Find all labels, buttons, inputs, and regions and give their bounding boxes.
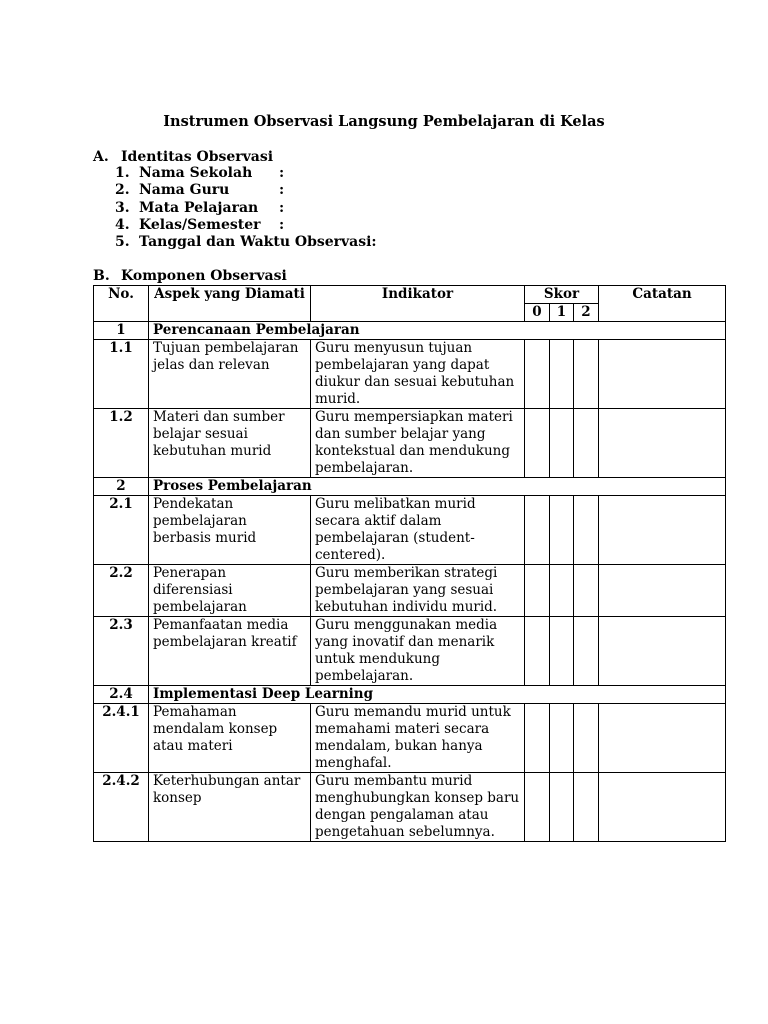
section-b-title: Komponen Observasi bbox=[121, 268, 287, 284]
table-row bbox=[94, 340, 726, 409]
row-number: 2 bbox=[94, 478, 149, 496]
identity-number: 4. bbox=[115, 216, 130, 233]
score-1-cell[interactable] bbox=[550, 565, 574, 617]
indikator-cell: Guru menyusun tujuan pembelajaran yang dapat diukur dan sesuai kebutuhan murid. bbox=[311, 340, 525, 409]
score-0-cell[interactable] bbox=[525, 409, 550, 478]
score-2-cell[interactable] bbox=[574, 617, 599, 686]
indikator-cell: Guru melibatkan murid secara aktif dalam pembelajaran (student-centered). bbox=[311, 496, 525, 565]
row-number: 2.4.1 bbox=[94, 704, 149, 773]
score-0-cell[interactable] bbox=[525, 617, 550, 686]
section-b-letter: B. bbox=[93, 268, 110, 284]
score-0-cell[interactable] bbox=[525, 704, 550, 773]
identity-colon: : bbox=[279, 182, 285, 199]
row-number: 2.3 bbox=[94, 617, 149, 686]
identity-label: Nama Sekolah bbox=[139, 165, 253, 181]
score-0-cell[interactable] bbox=[525, 773, 550, 842]
table-row bbox=[94, 409, 726, 478]
identity-label: Tanggal dan Waktu Observasi: bbox=[139, 234, 377, 251]
row-number: 2.4.2 bbox=[94, 773, 149, 842]
header-indikator: Indikator bbox=[311, 286, 525, 322]
score-2-cell[interactable] bbox=[574, 704, 599, 773]
score-2-cell[interactable] bbox=[574, 340, 599, 409]
identity-number: 2. bbox=[115, 182, 130, 199]
catatan-cell[interactable] bbox=[599, 565, 726, 617]
table-row bbox=[94, 565, 726, 617]
score-1-cell[interactable] bbox=[550, 617, 574, 686]
table-row bbox=[94, 496, 726, 565]
header-aspek: Aspek yang Diamati bbox=[149, 286, 311, 322]
section-b-heading bbox=[93, 267, 287, 285]
section-label: Proses Pembelajaran bbox=[149, 478, 726, 496]
catatan-cell[interactable] bbox=[599, 617, 726, 686]
section-label: Implementasi Deep Learning bbox=[149, 686, 726, 704]
identity-label: Nama Guru bbox=[139, 182, 230, 199]
identity-list bbox=[115, 165, 377, 251]
row-number: 1.1 bbox=[94, 340, 149, 409]
header-no: No. bbox=[94, 286, 149, 322]
identity-colon: : bbox=[279, 216, 285, 233]
section-a-title: Identitas Observasi bbox=[121, 149, 274, 165]
score-2-cell[interactable] bbox=[574, 409, 599, 478]
header-catatan: Catatan bbox=[599, 286, 726, 322]
header-skor: Skor bbox=[525, 286, 599, 304]
catatan-cell[interactable] bbox=[599, 773, 726, 842]
identity-number: 1. bbox=[115, 165, 130, 181]
identity-label: Kelas/Semester bbox=[139, 216, 261, 233]
section-label: Perencanaan Pembelajaran bbox=[149, 322, 726, 340]
row-number: 2.4 bbox=[94, 686, 149, 704]
section-row bbox=[94, 478, 726, 496]
indikator-cell: Guru mempersiapkan materi dan sumber belajar yang kontekstual dan mendukung pembelajaran. bbox=[311, 409, 525, 478]
row-number: 1.2 bbox=[94, 409, 149, 478]
identity-item bbox=[115, 217, 377, 234]
score-1-cell[interactable] bbox=[550, 409, 574, 478]
section-row bbox=[94, 686, 726, 704]
header-skor-2: 2 bbox=[574, 304, 599, 322]
header-skor-0: 0 bbox=[525, 304, 550, 322]
section-a-letter: A. bbox=[93, 149, 109, 165]
page-title: Instrumen Observasi Langsung Pembelajaran di Kelas bbox=[163, 113, 605, 130]
score-1-cell[interactable] bbox=[550, 496, 574, 565]
observation-table bbox=[93, 285, 726, 842]
score-1-cell[interactable] bbox=[550, 773, 574, 842]
indikator-cell: Guru membantu murid menghubungkan konsep baru dengan pengalaman atau pengetahuan sebelumnya. bbox=[311, 773, 525, 842]
aspek-cell: Penerapan diferensiasi pembelajaran bbox=[149, 565, 311, 617]
table-row bbox=[94, 617, 726, 686]
identity-label: Mata Pelajaran bbox=[139, 199, 259, 216]
row-number: 2.1 bbox=[94, 496, 149, 565]
score-2-cell[interactable] bbox=[574, 773, 599, 842]
score-0-cell[interactable] bbox=[525, 565, 550, 617]
score-2-cell[interactable] bbox=[574, 565, 599, 617]
section-a-heading bbox=[93, 148, 273, 166]
score-1-cell[interactable] bbox=[550, 704, 574, 773]
catatan-cell[interactable] bbox=[599, 409, 726, 478]
identity-number: 5. bbox=[115, 234, 130, 251]
row-number: 2.2 bbox=[94, 565, 149, 617]
header-skor-1: 1 bbox=[550, 304, 574, 322]
row-number: 1 bbox=[94, 322, 149, 340]
aspek-cell: Pemahaman mendalam konsep atau materi bbox=[149, 704, 311, 773]
table-row bbox=[94, 773, 726, 842]
table-row bbox=[94, 704, 726, 773]
identity-colon: : bbox=[279, 199, 285, 216]
catatan-cell[interactable] bbox=[599, 704, 726, 773]
catatan-cell[interactable] bbox=[599, 340, 726, 409]
score-2-cell[interactable] bbox=[574, 496, 599, 565]
identity-number: 3. bbox=[115, 199, 130, 216]
aspek-cell: Pendekatan pembelajaran berbasis murid bbox=[149, 496, 311, 565]
indikator-cell: Guru memandu murid untuk memahami materi secara mendalam, bukan hanya menghafal. bbox=[311, 704, 525, 773]
identity-item bbox=[115, 182, 377, 199]
section-row bbox=[94, 322, 726, 340]
identity-item bbox=[115, 200, 377, 217]
catatan-cell[interactable] bbox=[599, 496, 726, 565]
score-0-cell[interactable] bbox=[525, 340, 550, 409]
aspek-cell: Keterhubungan antar konsep bbox=[149, 773, 311, 842]
identity-item bbox=[115, 234, 377, 251]
indikator-cell: Guru memberikan strategi pembelajaran yang sesuai kebutuhan individu murid. bbox=[311, 565, 525, 617]
identity-item bbox=[115, 165, 377, 182]
aspek-cell: Tujuan pembelajaran jelas dan relevan bbox=[149, 340, 311, 409]
identity-colon: : bbox=[279, 165, 285, 181]
aspek-cell: Materi dan sumber belajar sesuai kebutuhan murid bbox=[149, 409, 311, 478]
aspek-cell: Pemanfaatan media pembelajaran kreatif bbox=[149, 617, 311, 686]
score-0-cell[interactable] bbox=[525, 496, 550, 565]
observation-table-body bbox=[94, 322, 726, 842]
indikator-cell: Guru menggunakan media yang inovatif dan menarik untuk mendukung pembelajaran. bbox=[311, 617, 525, 686]
score-1-cell[interactable] bbox=[550, 340, 574, 409]
